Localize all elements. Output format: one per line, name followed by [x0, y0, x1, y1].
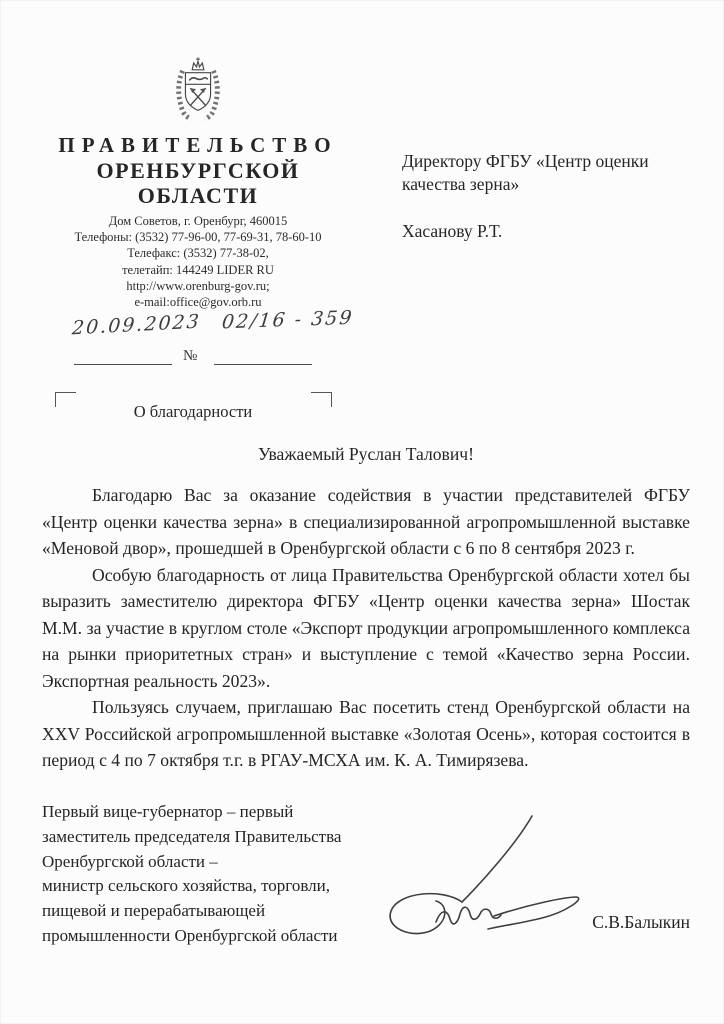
org-name-line-1: ПРАВИТЕЛЬСТВО [58, 133, 338, 157]
coat-of-arms-icon [40, 56, 356, 130]
signer-position-line-3: Оренбургской области – [42, 851, 218, 871]
letterhead-teletype: телетайп: 144249 LIDER RU [122, 262, 274, 277]
number-underline [214, 364, 312, 365]
signer-position-line-2: заместитель председателя Правительства [42, 826, 342, 846]
recipient-addressee: Директору ФГБУ «Центр оценки качества зерна» [402, 151, 649, 194]
signer-position-line-1: Первый вице-губернатор – первый [42, 802, 294, 821]
handwritten-outgoing-number: 02/16 - 359 [220, 306, 355, 334]
signature-autograph [370, 810, 612, 942]
org-name-line-3: ОБЛАСТИ [137, 183, 259, 208]
letterhead [40, 56, 356, 310]
signer-position-line-6: промышленности Оренбургской области [42, 925, 338, 945]
body-paragraph-3: Пользуясь случаем, приглашаю Вас посетить стенд Оренбургской области на XXV Российской агропромышленной выставке «Золотая Осень», которая состоится в период с 4 по 7 октября т.г. в РГАУ-МСХА им. К. А. Тимирязева. [42, 697, 690, 770]
signer-name: С.В.Балыкин [592, 912, 690, 932]
signer-position-line-4: министр сельского хозяйства, торговли, [42, 876, 330, 896]
number-sign: № [183, 348, 198, 364]
letterhead-phones: Телефоны: (3532) 77-96-00, 77-69-31, 78-60-10 [74, 230, 322, 245]
signature-block [42, 800, 690, 949]
letterhead-contacts [40, 213, 356, 310]
salutation: Уважаемый Руслан Талович! [258, 444, 474, 464]
letterhead-address: Дом Советов, г. Оренбург, 460015 [108, 214, 288, 228]
letter-body [42, 444, 690, 774]
org-name-line-2: ОРЕНБУРГСКОЙ [96, 158, 300, 183]
signer-position-line-5: пищевой и перерабатывающей [42, 901, 266, 921]
body-paragraph-2: Особую благодарность от лица Правительства Оренбургской области хотел бы выразить заместителю директора ФГБУ «Центр оценки качества зерна» Шостак М.М. за участие в круглом столе «Экспорт продукции агропромышленного комплекса на рынки приоритетных стран» и выступление с темой «Качество зерна России. Экспортная реальность 2023». [42, 564, 690, 691]
handwritten-date: 20.09.2023 [71, 310, 202, 340]
letterhead-website: http://www.orenburg-gov.ru; [126, 278, 270, 293]
body-paragraph-1: Благодарю Вас за оказание содействия в участии представителей ФГБУ «Центр оценки качества зерна» в специализированной агропромышленной выставке «Меновой двор», прошедшей в Оренбургской области с 6 по 8 сентября 2023 г. [42, 485, 690, 558]
subject-line: О благодарности [133, 402, 253, 421]
recipient-block [402, 150, 697, 243]
letterhead-fax: Телефакс: (3532) 77-38-02, [127, 246, 269, 261]
recipient-name: Хасанову Р.Т. [402, 221, 503, 241]
letterhead-email: e-mail:office@gov.orb.ru [134, 295, 262, 310]
date-underline [74, 364, 172, 365]
